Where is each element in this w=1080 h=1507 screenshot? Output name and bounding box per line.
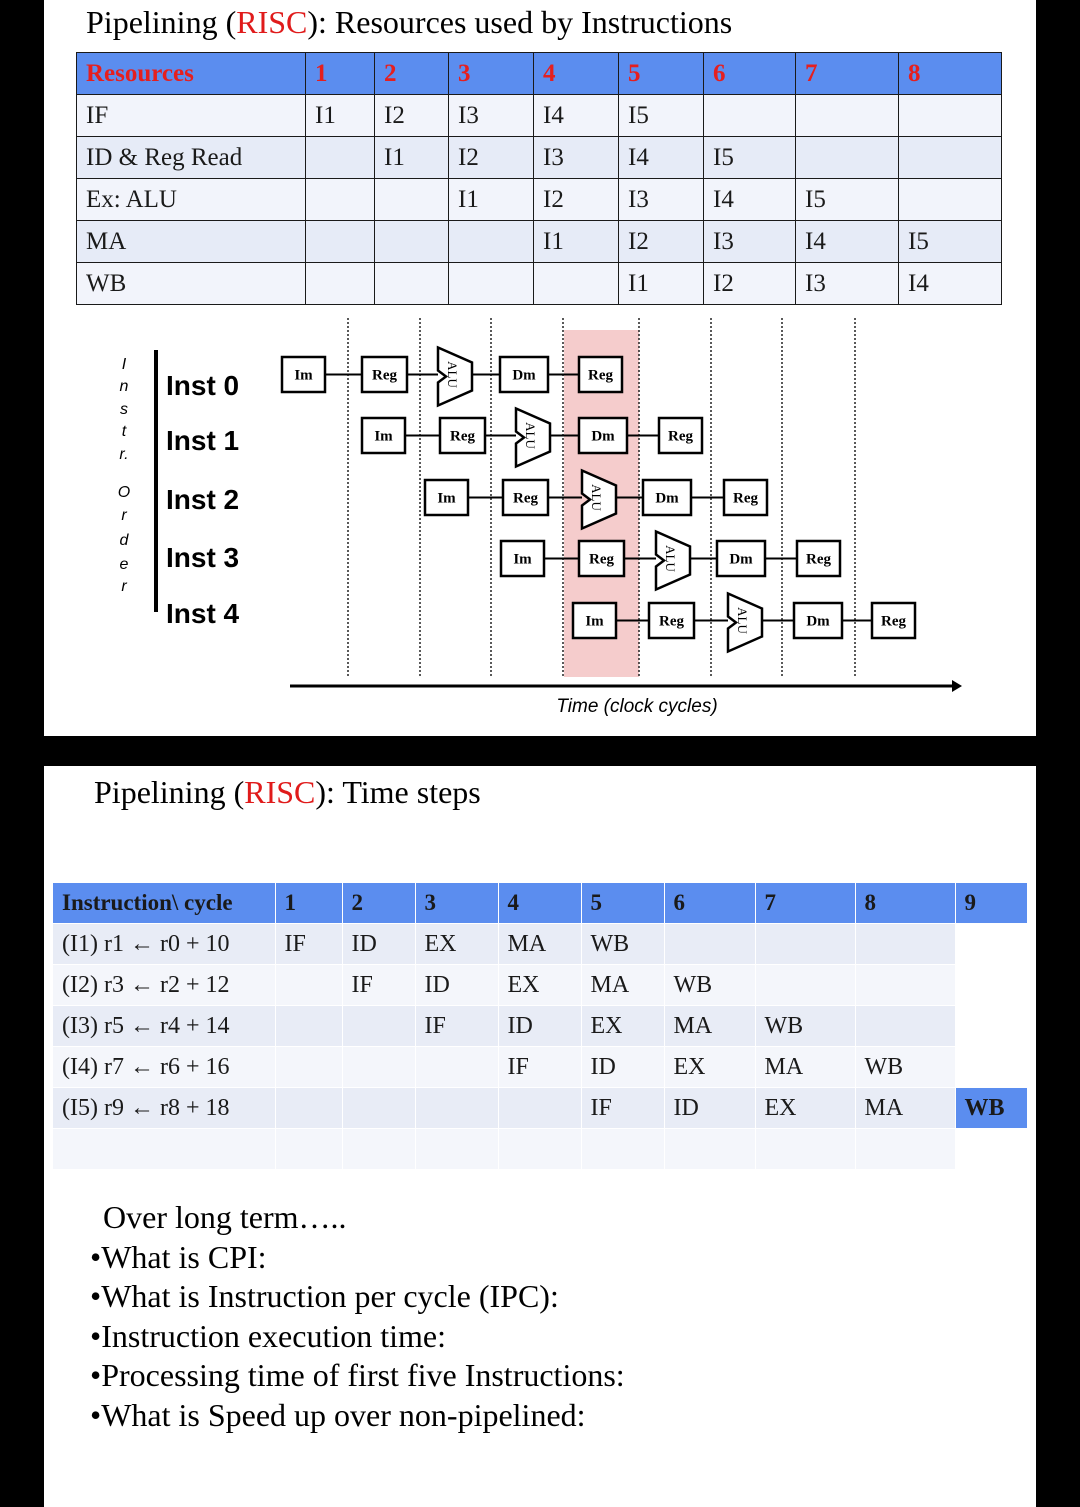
stage-cell: ID [581, 1047, 664, 1088]
instruction-memory-label: Im [374, 428, 393, 445]
table-cell: 1 [306, 53, 375, 95]
stage-cell: EX [755, 1088, 855, 1129]
table-cell: I2 [534, 179, 619, 221]
stage-cell: WB [955, 1088, 1027, 1129]
table-cell: I5 [796, 179, 899, 221]
slide2-title: Pipelining (RISC): Time steps [94, 774, 481, 810]
stage-cell [415, 1129, 498, 1170]
stage-cell [855, 965, 955, 1006]
stage-cell: WB [755, 1006, 855, 1047]
axis-label-letter: t [121, 423, 127, 440]
instruction-label: Inst 3 [166, 542, 240, 573]
stage-cell [415, 1047, 498, 1088]
axis-label-letter: n [119, 378, 129, 395]
stage-cell: IF [581, 1088, 664, 1129]
question-line: Over long term….. [103, 1199, 347, 1235]
register-writeback-label: Reg [881, 613, 906, 630]
stage-cell: ID [415, 965, 498, 1006]
alu-label: ALU [445, 361, 460, 388]
stage-cell: MA [581, 965, 664, 1006]
stage-cell: ID [342, 924, 415, 965]
data-memory-label: Dm [591, 428, 615, 445]
stage-cell [342, 1047, 415, 1088]
stage-cell: MA [498, 924, 581, 965]
axis-label-letter: r [121, 507, 127, 524]
table-row [53, 924, 1027, 965]
register-writeback-label: Reg [806, 551, 831, 568]
header-cell: 1 [275, 883, 342, 924]
header-cell: 8 [855, 883, 955, 924]
register-writeback-label: Reg [733, 490, 758, 507]
stage-cell [342, 1129, 415, 1170]
time-axis-arrow [952, 680, 962, 692]
stage-cell [955, 1006, 1027, 1047]
axis-label-letter: s [120, 401, 128, 418]
register-read-label: Reg [589, 551, 614, 568]
stage-cell: EX [415, 924, 498, 965]
stage-cell [855, 1006, 955, 1047]
data-memory-label: Dm [655, 490, 679, 507]
stage-cell: IF [415, 1006, 498, 1047]
question-line: •Instruction execution time: [90, 1317, 446, 1354]
header-cell: Instruction\ cycle [53, 883, 275, 924]
alu-label: ALU [589, 484, 604, 511]
stage-cell [275, 1129, 342, 1170]
instruction-memory-label: Im [437, 490, 456, 507]
stage-cell [498, 1129, 581, 1170]
row-label-cell: IF [77, 95, 306, 137]
header-cell: 3 [415, 883, 498, 924]
stage-cell: WB [581, 924, 664, 965]
instruction-label: Inst 0 [166, 370, 240, 401]
row-label-cell: Ex: ALU [77, 179, 306, 221]
questions-list [90, 1198, 625, 1436]
alu-label: ALU [663, 545, 678, 572]
instruction-label: Inst 2 [166, 484, 240, 515]
table-cell: I2 [619, 221, 704, 263]
instruction-label: Inst 1 [166, 425, 240, 456]
register-read-label: Reg [513, 490, 538, 507]
axis-label-letter: r. [119, 446, 129, 463]
instruction-cell: (I2) r3 ← r2 + 12 [53, 965, 275, 1006]
stage-cell [755, 924, 855, 965]
axis-label-letter: O [117, 484, 131, 501]
table-cell: I3 [534, 137, 619, 179]
row-label-cell: MA [77, 221, 306, 263]
instruction-label: Inst 4 [166, 598, 240, 629]
stage-cell: EX [581, 1006, 664, 1047]
axis-label-letter: I [121, 356, 127, 373]
register-writeback-label: Reg [668, 428, 693, 445]
instruction-cell: (I1) r1 ← r0 + 10 [53, 924, 275, 965]
table-cell: I3 [704, 221, 796, 263]
stage-cell: MA [855, 1088, 955, 1129]
stage-cell [855, 1129, 955, 1170]
instruction-cell [53, 1129, 275, 1170]
stage-cell [581, 1129, 664, 1170]
stage-cell [855, 924, 955, 965]
instruction-memory-label: Im [513, 551, 532, 568]
header-cell: 2 [342, 883, 415, 924]
slide-time-steps [44, 766, 1036, 1507]
table-cell: I1 [306, 95, 375, 137]
stage-cell [955, 1047, 1027, 1088]
table-cell: I4 [534, 95, 619, 137]
row-label-cell: Resources [77, 53, 306, 95]
stage-cell [342, 1006, 415, 1047]
question-line: •What is CPI: [90, 1238, 267, 1275]
stage-cell: ID [664, 1088, 755, 1129]
stage-cell [955, 1129, 1027, 1170]
stage-cell [275, 1088, 342, 1129]
header-cell: 4 [498, 883, 581, 924]
row-label-cell: ID & Reg Read [77, 137, 306, 179]
axis-label-letter: r [121, 578, 127, 595]
slide1-title: Pipelining (RISC): Resources used by Instructions [86, 4, 733, 40]
data-memory-label: Dm [512, 367, 536, 384]
axis-label-letter: e [119, 556, 129, 573]
instruction-cell: (I4) r7 ← r6 + 16 [53, 1047, 275, 1088]
table-cell: 6 [704, 53, 796, 95]
stage-cell [664, 924, 755, 965]
stage-cell: WB [664, 965, 755, 1006]
table-cell: I1 [449, 179, 534, 221]
instruction-memory-label: Im [294, 367, 313, 384]
data-memory-label: Dm [729, 551, 753, 568]
table-row [53, 1047, 1027, 1088]
table-cell: I4 [619, 137, 704, 179]
table-cell: I5 [704, 137, 796, 179]
data-memory-label: Dm [806, 613, 830, 630]
register-writeback-label: Reg [588, 367, 613, 384]
stage-cell [755, 965, 855, 1006]
table-cell: I3 [619, 179, 704, 221]
table-header-row [53, 883, 1027, 924]
table-cell: 3 [449, 53, 534, 95]
table-cell: I5 [619, 95, 704, 137]
instruction-cell: (I5) r9 ← r8 + 18 [53, 1088, 275, 1129]
alu-label: ALU [735, 607, 750, 634]
alu-label: ALU [523, 422, 538, 449]
question-line: •What is Instruction per cycle (IPC): [90, 1278, 559, 1315]
slide-resources [44, 0, 1036, 736]
table-row [53, 1006, 1027, 1047]
instruction-cell: (I3) r5 ← r4 + 14 [53, 1006, 275, 1047]
row-label-cell: WB [77, 263, 306, 305]
stage-cell: IF [342, 965, 415, 1006]
table-cell: 8 [899, 53, 1002, 95]
table-cell: I3 [449, 95, 534, 137]
stage-cell: IF [498, 1047, 581, 1088]
register-read-label: Reg [450, 428, 475, 445]
stage-cell [275, 965, 342, 1006]
question-line: •Processing time of first five Instructions: [90, 1357, 625, 1394]
stage-cell: ID [498, 1006, 581, 1047]
instruction-memory-label: Im [585, 613, 604, 630]
stage-cell [498, 1088, 581, 1129]
table-cell: 2 [375, 53, 449, 95]
pipeline-diagram [44, 0, 1036, 736]
table-cell: I1 [534, 221, 619, 263]
table-cell: I5 [899, 221, 1002, 263]
register-read-label: Reg [372, 367, 397, 384]
table-cell: 5 [619, 53, 704, 95]
stage-cell [342, 1088, 415, 1129]
stage-cell [275, 1047, 342, 1088]
stage-cell: EX [664, 1047, 755, 1088]
header-cell: 7 [755, 883, 855, 924]
table-cell: I1 [619, 263, 704, 305]
table-cell: I2 [375, 95, 449, 137]
header-cell: 5 [581, 883, 664, 924]
time-steps-table [53, 883, 1028, 1170]
register-read-label: Reg [659, 613, 684, 630]
stage-cell [955, 965, 1027, 1006]
stage-cell [755, 1129, 855, 1170]
stage-cell [955, 924, 1027, 965]
stage-cell: MA [664, 1006, 755, 1047]
table-row [53, 1088, 1027, 1129]
table-cell: I3 [796, 263, 899, 305]
header-cell: 6 [664, 883, 755, 924]
stage-cell: WB [855, 1047, 955, 1088]
question-line: •What is Speed up over non-pipelined: [90, 1396, 586, 1433]
table-cell: I1 [375, 137, 449, 179]
stage-cell: MA [755, 1047, 855, 1088]
table-cell: I4 [704, 179, 796, 221]
stage-cell: IF [275, 924, 342, 965]
stage-cell [275, 1006, 342, 1047]
table-cell: I2 [449, 137, 534, 179]
stage-cell [415, 1088, 498, 1129]
stage-cell [664, 1129, 755, 1170]
table-cell: I2 [704, 263, 796, 305]
header-cell: 9 [955, 883, 1027, 924]
stage-cell: EX [498, 965, 581, 1006]
table-cell: I4 [899, 263, 1002, 305]
axis-label-letter: d [119, 532, 129, 549]
table-row [53, 965, 1027, 1006]
table-cell: 7 [796, 53, 899, 95]
table-cell: I4 [796, 221, 899, 263]
table-cell: 4 [534, 53, 619, 95]
time-axis-label: Time (clock cycles) [556, 696, 718, 717]
table-row [53, 1129, 1027, 1170]
